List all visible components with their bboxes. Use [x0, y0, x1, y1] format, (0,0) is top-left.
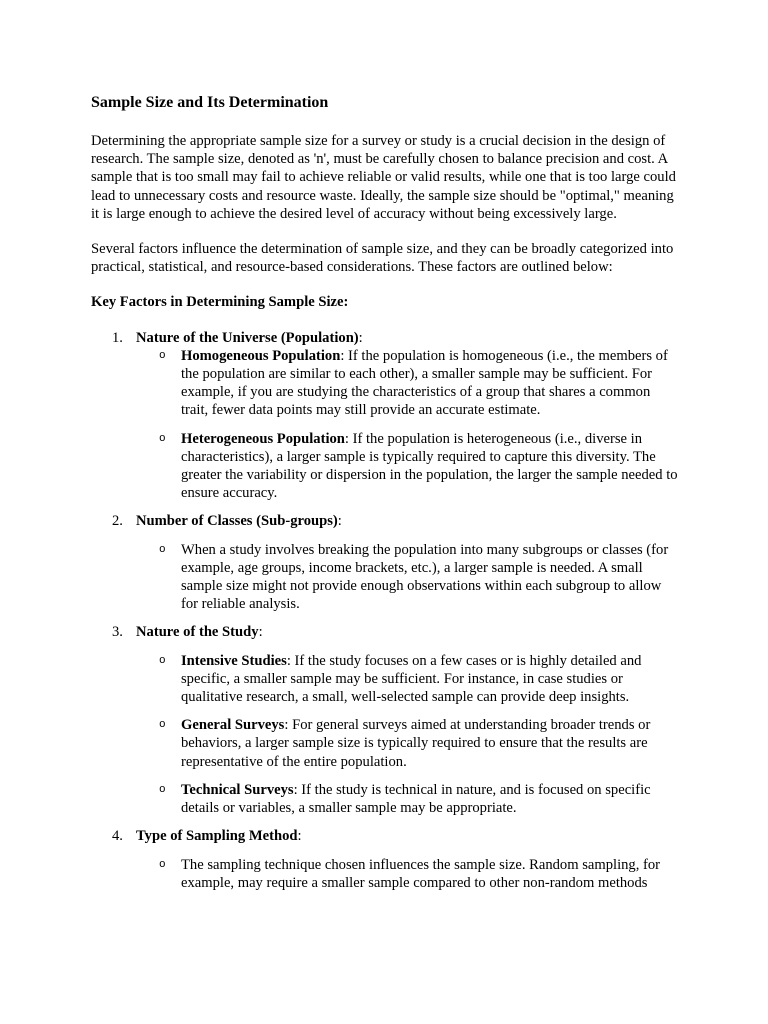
sub-text: : For general surveys aimed at understanding broader trends or behaviors, a larger sample size is typically required to ensure that the results are representative of the entire population.	[181, 717, 651, 770]
sub-text: : If the population is heterogeneous (i.e., diverse in characteristics), a larger sample is typically required to capture this diversity. The greater the variability or dispersion in the population, the larger the sample needed to ensure accuracy.	[181, 430, 678, 502]
factor-title: Number of Classes (Sub-groups)	[136, 513, 338, 530]
factor-heading	[136, 623, 681, 641]
circle-bullet-icon: o	[159, 654, 166, 667]
factors-list	[91, 329, 681, 892]
sub-text: When a study involves breaking the population into many subgroups or classes (for example, age groups, income brackets, etc.), a larger sample is needed. A small sample size might not provide enough observations within each subgroup to allow for reliable analysis.	[181, 541, 669, 613]
factor-suffix: :	[297, 828, 302, 845]
sub-list	[136, 347, 681, 503]
sub-item	[136, 541, 681, 614]
circle-bullet-icon: o	[159, 432, 166, 445]
factor-suffix: :	[258, 624, 263, 641]
factor-item	[91, 329, 681, 503]
document-page	[91, 93, 681, 902]
sub-text: : If the study is technical in nature, and is focused on specific details or variables, a smaller sample may be appropriate.	[181, 781, 651, 817]
factor-title: Type of Sampling Method	[136, 828, 298, 845]
factor-item	[91, 827, 681, 892]
document-title: Sample Size and Its Determination	[91, 94, 329, 111]
sub-text: The sampling technique chosen influences the sample size. Random sampling, for example, may require a smaller sample compared to other non-random methods	[181, 856, 661, 891]
factor-heading	[136, 329, 681, 347]
sub-item	[136, 652, 681, 707]
circle-bullet-icon: o	[159, 858, 166, 871]
sub-list	[136, 652, 681, 818]
sub-item	[136, 856, 681, 892]
key-factors-heading: Key Factors in Determining Sample Size:	[91, 294, 349, 311]
intro-paragraph: Determining the appropriate sample size for a survey or study is a crucial decision in the design of research. The sample size, denoted as 'n', must be carefully chosen to balance precision and cost. A sample that is too small may fail to achieve reliable or valid results, while one that is too large could lead to unnecessary costs and resource waste. Ideally, the sample size should be "optimal," meaning it is large enough to achieve the desired level of accuracy without being excessively large.	[91, 133, 676, 222]
circle-bullet-icon: o	[159, 719, 166, 732]
sub-term: Heterogeneous Population	[181, 430, 345, 447]
sub-list	[136, 856, 681, 892]
sub-text: : If the study focuses on a few cases or is highly detailed and specific, a smaller sample may be sufficient. For instance, in case studies or qualitative research, a small, well-selected sample can provide deep insights.	[181, 652, 642, 706]
circle-bullet-icon: o	[159, 349, 166, 362]
factor-number: 2.	[112, 513, 123, 530]
factor-number: 4.	[112, 828, 123, 845]
factor-item	[91, 512, 681, 613]
sub-term: Intensive Studies	[181, 652, 287, 669]
sub-list	[136, 541, 681, 614]
circle-bullet-icon: o	[159, 783, 166, 796]
factor-item	[91, 623, 681, 817]
factor-title: Nature of the Universe (Population)	[136, 329, 359, 346]
factor-heading	[136, 827, 681, 845]
factor-number: 3.	[112, 624, 123, 641]
sub-term: General Surveys	[181, 717, 285, 734]
factors-intro-paragraph: Several factors influence the determination of sample size, and they can be broadly categorized into practical, statistical, and resource-based considerations. These factors are outlined below:	[91, 241, 674, 276]
sub-item	[136, 347, 681, 420]
sub-item	[136, 781, 681, 817]
factor-suffix: :	[358, 329, 363, 346]
sub-item	[136, 716, 681, 771]
factor-heading	[136, 512, 681, 530]
sub-item	[136, 430, 681, 503]
factor-number: 1.	[112, 329, 123, 346]
sub-term: Homogeneous Population	[181, 347, 341, 364]
factor-suffix: :	[337, 513, 342, 530]
sub-term: Technical Surveys	[181, 781, 294, 798]
factor-title: Nature of the Study	[136, 624, 259, 641]
sub-text: : If the population is homogeneous (i.e., the members of the population are similar to each other), a smaller sample may be sufficient. For example, if you are studying the characteristics of a group that shares a common trait, fewer data points may still provide an accurate estimate.	[181, 347, 668, 419]
circle-bullet-icon: o	[159, 543, 166, 556]
